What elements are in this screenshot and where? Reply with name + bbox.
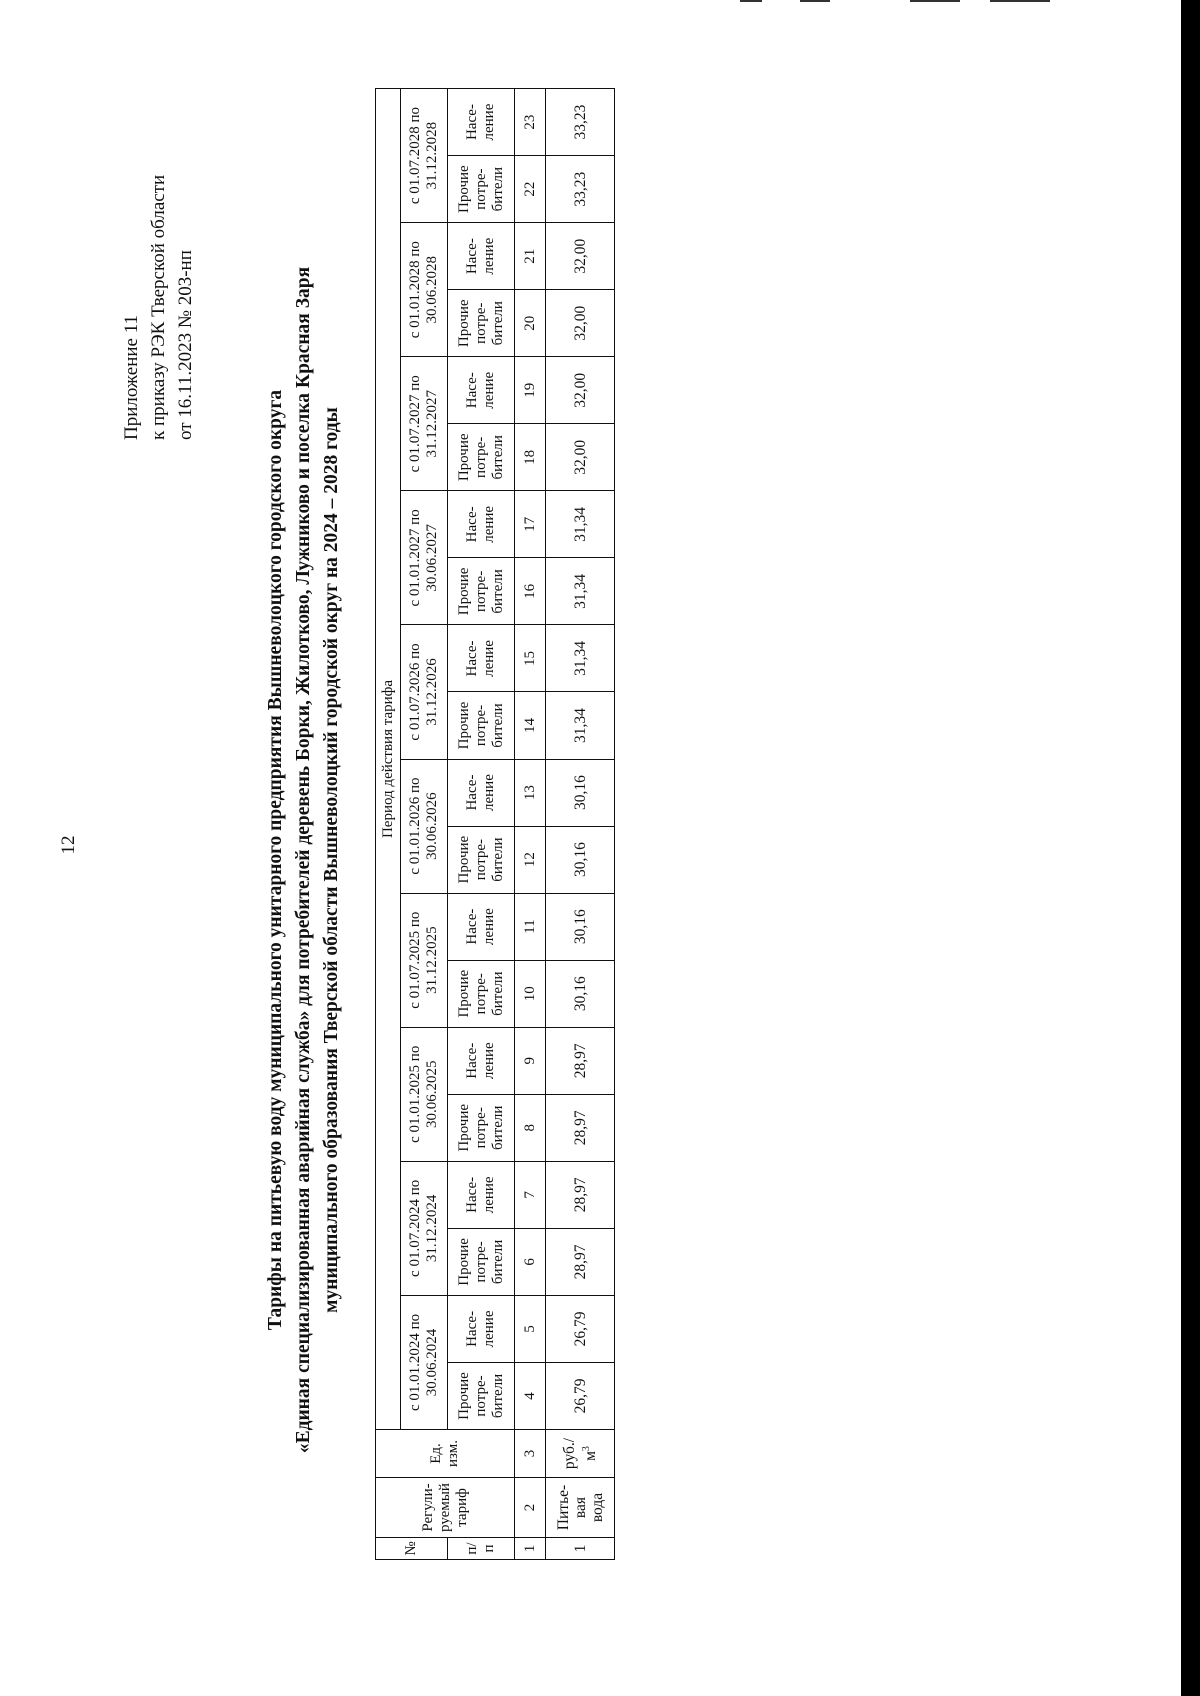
column-number: 19 <box>515 357 546 424</box>
tariff-value: 31,34 <box>546 491 615 558</box>
header-row-periods <box>401 89 448 1560</box>
column-number: 2 <box>515 1478 546 1538</box>
category-other-consumers: Прочие потре- бители <box>448 290 515 357</box>
period-header: с 01.01.2026 по 30.06.2026 <box>401 759 448 893</box>
tariff-value: 30,16 <box>546 960 615 1027</box>
tariff-value: 33,23 <box>546 89 615 156</box>
unit-sup: 3 <box>580 1446 592 1452</box>
header-unit: Ед. изм. <box>376 1430 515 1478</box>
tariff-value: 32,00 <box>546 290 615 357</box>
category-other-consumers: Прочие потре- бители <box>448 960 515 1027</box>
header-no-bottom: п/ п <box>448 1538 515 1560</box>
column-number: 17 <box>515 491 546 558</box>
category-other-consumers: Прочие потре- бители <box>448 692 515 759</box>
category-population: Насе- ление <box>448 89 515 156</box>
period-header: с 01.01.2024 по 30.06.2024 <box>401 1295 448 1429</box>
row-tariff-name: Питье- вая вода <box>546 1478 615 1538</box>
category-other-consumers: Прочие потре- бители <box>448 558 515 625</box>
column-number: 16 <box>515 558 546 625</box>
column-number: 1 <box>515 1538 546 1560</box>
header-period: Период действия тарифа <box>376 89 401 1430</box>
column-number: 8 <box>515 1094 546 1161</box>
column-number: 7 <box>515 1161 546 1228</box>
tariff-value: 28,97 <box>546 1228 615 1295</box>
tariff-value: 31,34 <box>546 692 615 759</box>
tariff-value: 30,16 <box>546 893 615 960</box>
column-number: 21 <box>515 223 546 290</box>
period-header: с 01.07.2024 по 31.12.2024 <box>401 1161 448 1295</box>
period-header: с 01.01.2028 по 30.06.2028 <box>401 223 448 357</box>
period-header: с 01.07.2028 по 31.12.2028 <box>401 89 448 223</box>
category-other-consumers: Прочие потре- бители <box>448 1362 515 1429</box>
appendix-line: от 16.11.2023 № 203-нп <box>175 250 196 440</box>
table-row <box>546 89 615 1560</box>
tariff-value: 32,00 <box>546 223 615 290</box>
tariff-value: 31,34 <box>546 558 615 625</box>
appendix-block <box>118 175 199 440</box>
page-number: 12 <box>58 835 79 855</box>
tariff-value: 28,97 <box>546 1161 615 1228</box>
category-other-consumers: Прочие потре- бители <box>448 424 515 491</box>
period-header: с 01.01.2027 по 30.06.2027 <box>401 491 448 625</box>
title-line: «Единая специализированная аварийная служба» для потребителей деревень Борки, Жилотково, Лужниково и поселка Красная Заря <box>293 266 314 1454</box>
category-population: Насе- ление <box>448 625 515 692</box>
category-population: Насе- ление <box>448 893 515 960</box>
rotated-page <box>0 50 860 1640</box>
column-number: 22 <box>515 156 546 223</box>
scan-edge <box>1181 0 1200 1696</box>
column-number: 20 <box>515 290 546 357</box>
row-number: 1 <box>546 1538 615 1560</box>
header-row-top <box>376 89 401 1560</box>
column-number-row <box>515 89 546 1560</box>
tariff-table <box>375 88 615 1560</box>
appendix-line: к приказу РЭК Тверской области <box>148 174 169 440</box>
category-population: Насе- ление <box>448 491 515 558</box>
period-header: с 01.07.2027 по 31.12.2027 <box>401 357 448 491</box>
tariff-value: 32,00 <box>546 357 615 424</box>
period-header: с 01.01.2025 по 30.06.2025 <box>401 1027 448 1161</box>
row-unit <box>546 1430 615 1478</box>
column-number: 23 <box>515 89 546 156</box>
tariff-value: 31,34 <box>546 625 615 692</box>
title-line: муниципального образования Тверской области Вышневолоцкий городской округ на 2024 – 2028 годы <box>321 407 342 1313</box>
column-number: 3 <box>515 1430 546 1478</box>
category-population: Насе- ление <box>448 1161 515 1228</box>
category-population: Насе- ление <box>448 357 515 424</box>
unit-sub: м <box>582 1451 600 1461</box>
category-population: Насе- ление <box>448 223 515 290</box>
tariff-value: 28,97 <box>546 1094 615 1161</box>
appendix-line: Приложение 11 <box>121 314 142 440</box>
category-other-consumers: Прочие потре- бители <box>448 826 515 893</box>
column-number: 4 <box>515 1362 546 1429</box>
document-title <box>262 220 346 1500</box>
column-number: 11 <box>515 893 546 960</box>
column-number: 12 <box>515 826 546 893</box>
scan-marks <box>740 0 1120 3</box>
unit-main: руб./ <box>560 1437 578 1470</box>
column-number: 9 <box>515 1027 546 1094</box>
category-other-consumers: Прочие потре- бители <box>448 1094 515 1161</box>
tariff-value: 28,97 <box>546 1027 615 1094</box>
category-population: Насе- ление <box>448 1295 515 1362</box>
category-other-consumers: Прочие потре- бители <box>448 1228 515 1295</box>
period-header: с 01.07.2025 по 31.12.2025 <box>401 893 448 1027</box>
header-regulated-tariff: Регули- руемый тариф <box>376 1478 515 1538</box>
column-number: 14 <box>515 692 546 759</box>
tariff-value: 33,23 <box>546 156 615 223</box>
column-number: 10 <box>515 960 546 1027</box>
column-number: 13 <box>515 759 546 826</box>
tariff-value: 26,79 <box>546 1295 615 1362</box>
column-number: 5 <box>515 1295 546 1362</box>
column-number: 18 <box>515 424 546 491</box>
tariff-value: 30,16 <box>546 759 615 826</box>
category-population: Насе- ление <box>448 759 515 826</box>
header-row-categories <box>448 89 515 1560</box>
column-number: 6 <box>515 1228 546 1295</box>
table-body <box>546 89 615 1560</box>
title-line: Тарифы на питьевую воду муниципального унитарного предприятия Вышневолоцкого городского округа <box>265 389 286 1331</box>
tariff-value: 26,79 <box>546 1362 615 1429</box>
category-other-consumers: Прочие потре- бители <box>448 156 515 223</box>
period-header: с 01.07.2026 по 31.12.2026 <box>401 625 448 759</box>
tariff-value: 30,16 <box>546 826 615 893</box>
tariff-value: 32,00 <box>546 424 615 491</box>
header-no: № <box>376 1538 448 1560</box>
column-number: 15 <box>515 625 546 692</box>
category-population: Насе- ление <box>448 1027 515 1094</box>
